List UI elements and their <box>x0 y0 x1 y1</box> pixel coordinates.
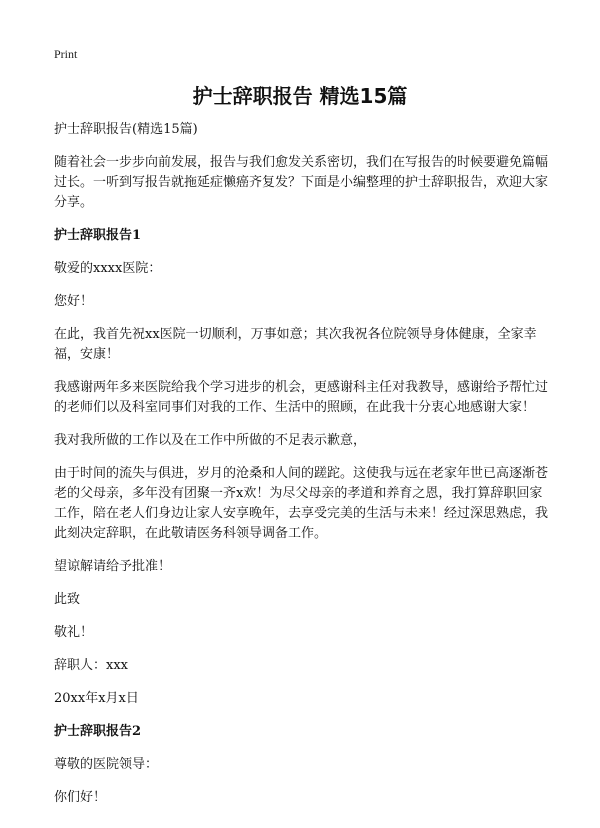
body-paragraph: 望谅解请给予批准！ <box>54 559 172 574</box>
body-paragraph: 在此，我首先祝xx医院一切顺利，万事如意；其次我祝各位院领导身体健康，全家幸福，安康！ <box>54 327 537 362</box>
intro-paragraph: 随着社会一步步向前发展，报告与我们愈发关系密切，我们在写报告的时候要避免篇幅过长。一听到写报告就拖延症懒癌齐复发？下面是小编整理的护士辞职报告，欢迎大家分享。 <box>54 155 549 210</box>
closing-line: 敬礼！ <box>54 625 94 640</box>
body-paragraph: 由于时间的流失与俱进，岁月的沧桑和人间的蹉跎。这使我与远在老家年世已高逐渐苍老的父母亲，多年没有团聚一齐x欢！为尽父母亲的孝道和养育之恩，我打算辞职回家工作，陪在老人们身边让家人安享晚年，去享受完美的生活与未来！经过深思熟虑，我此刻决定辞职，在此敬请医务科领导调备工作。 <box>54 466 549 541</box>
closing-line: 此致 <box>54 592 81 607</box>
body-paragraph: 我感谢两年多来医院给我个学习进步的机会，更感谢科主任对我教导，感谢给予帮忙过的老师们以及科室同事们对我的工作、生活中的照顾，在此我十分衷心地感谢大家！ <box>54 380 549 415</box>
subtitle-paragraph: 护士辞职报告(精选15篇) <box>54 122 198 137</box>
print-link[interactable]: Print <box>54 47 78 61</box>
document-body <box>54 120 554 821</box>
section-heading-1: 护士辞职报告1 <box>54 228 142 243</box>
salutation: 尊敬的医院领导： <box>54 757 159 772</box>
body-paragraph: 我对我所做的工作以及在工作中所做的不足表示歉意， <box>54 433 367 448</box>
date-line: 20xx年x月x日 <box>54 691 139 706</box>
section-heading-2: 护士辞职报告2 <box>54 724 142 739</box>
signature-line: 辞职人：xxx <box>54 658 128 673</box>
salutation: 敬爱的xxxx医院： <box>54 261 162 276</box>
greeting: 您好！ <box>54 294 94 309</box>
page-title: 护士辞职报告 精选15篇 <box>192 84 408 108</box>
greeting: 你们好！ <box>54 790 107 805</box>
